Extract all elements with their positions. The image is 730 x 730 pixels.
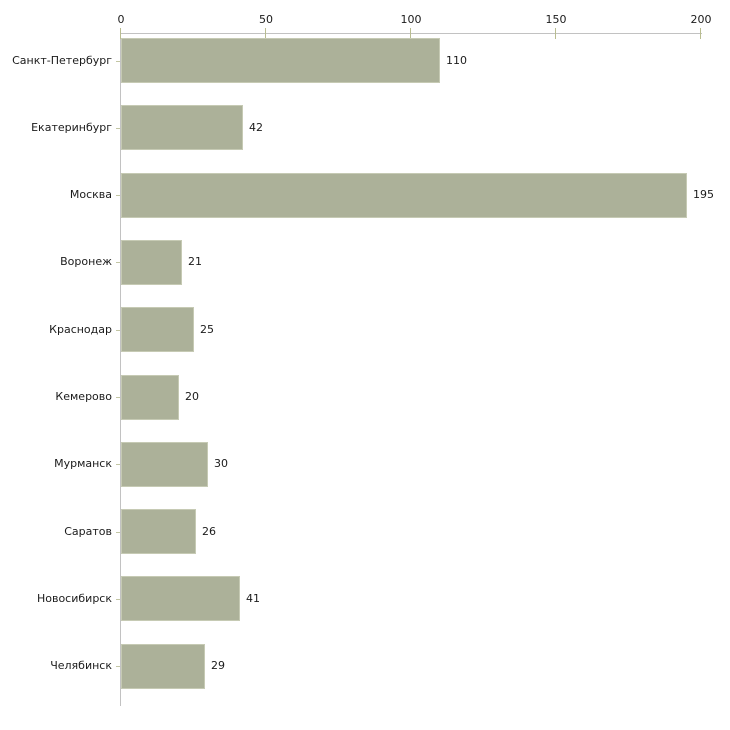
- category-label: Кемерово: [55, 390, 112, 403]
- y-axis-tick-mark: [116, 397, 120, 398]
- value-label: 30: [214, 457, 228, 470]
- category-label: Саратов: [64, 525, 112, 538]
- y-axis-tick-mark: [116, 666, 120, 667]
- bar: [121, 307, 194, 352]
- category-label: Новосибирск: [36, 592, 112, 605]
- value-label: 20: [185, 390, 199, 403]
- bar: [121, 240, 182, 285]
- x-axis-tick-mark: [555, 28, 556, 39]
- y-axis-tick-mark: [116, 599, 120, 600]
- bar: [121, 173, 687, 218]
- value-label: 29: [211, 659, 225, 672]
- category-label: Мурманск: [54, 457, 112, 470]
- y-axis-tick-mark: [116, 330, 120, 331]
- y-axis-tick-mark: [116, 61, 120, 62]
- bar: [121, 442, 208, 487]
- category-label: Санкт-Петербург: [12, 54, 112, 67]
- x-axis-tick-mark: [700, 28, 701, 39]
- value-label: 42: [249, 121, 263, 134]
- value-label: 21: [188, 255, 202, 268]
- x-axis-tick-label: 200: [690, 13, 712, 26]
- value-label: 195: [693, 188, 714, 201]
- category-label: Москва: [69, 188, 112, 201]
- category-label: Краснодар: [49, 323, 112, 336]
- bar: [121, 576, 240, 621]
- x-axis-tick-label: 150: [545, 13, 567, 26]
- bar: [121, 644, 205, 689]
- value-label: 41: [246, 592, 260, 605]
- x-axis-tick-label: 50: [259, 13, 273, 26]
- category-label: Воронеж: [60, 255, 112, 268]
- y-axis-tick-mark: [116, 532, 120, 533]
- bar: [121, 375, 179, 420]
- y-axis-tick-mark: [116, 464, 120, 465]
- value-label: 25: [200, 323, 214, 336]
- bar: [121, 38, 440, 83]
- category-label: Екатеринбург: [31, 121, 112, 134]
- category-label: Челябинск: [50, 659, 112, 672]
- x-axis-line: [120, 33, 702, 34]
- y-axis-tick-mark: [116, 262, 120, 263]
- y-axis-tick-mark: [116, 128, 120, 129]
- bar: [121, 509, 196, 554]
- bar: [121, 105, 243, 150]
- value-label: 26: [202, 525, 216, 538]
- x-axis-tick-label: 0: [117, 13, 125, 26]
- y-axis-tick-mark: [116, 195, 120, 196]
- x-axis-tick-label: 100: [400, 13, 422, 26]
- value-label: 110: [446, 54, 467, 67]
